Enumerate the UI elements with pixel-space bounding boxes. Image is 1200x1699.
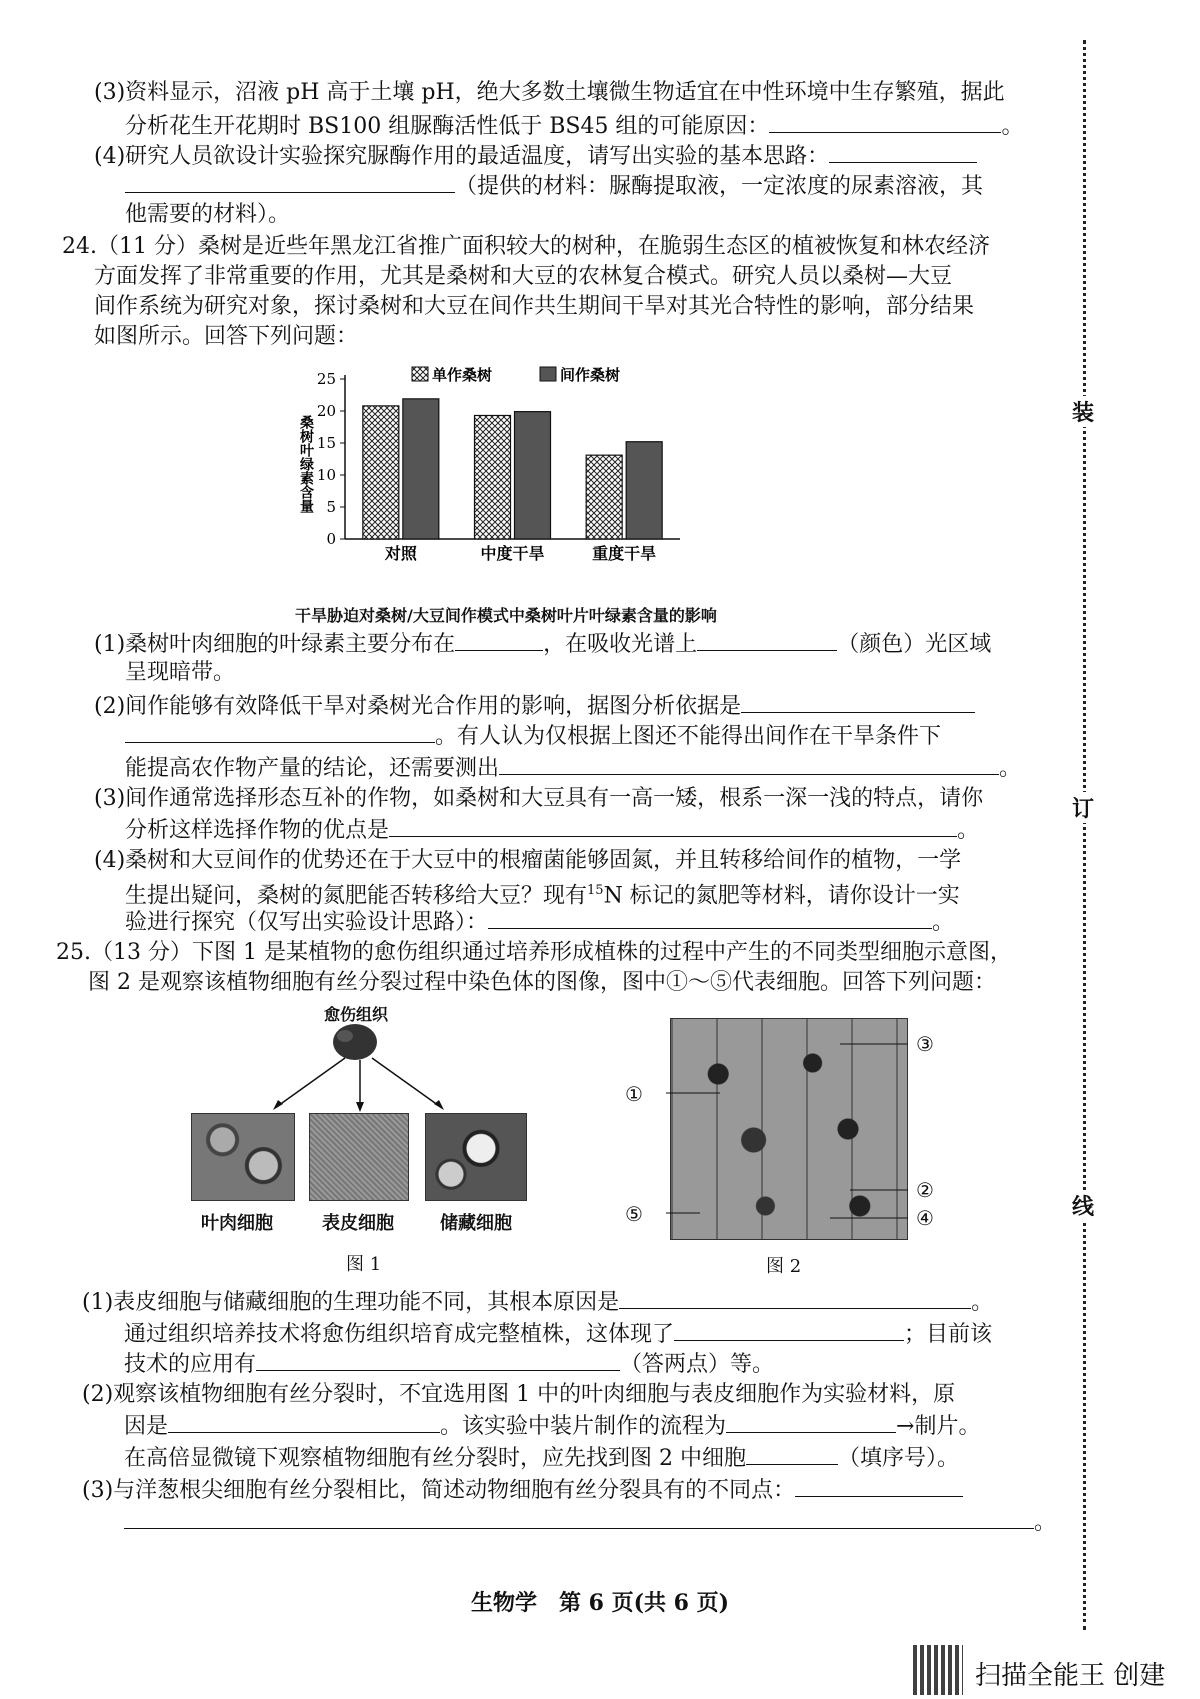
fig1-caption: 图 1 <box>346 1254 382 1275</box>
q23-p4-line2: （提供的材料：脲酶提取液，一定浓度的尿素溶液，其 <box>125 170 983 202</box>
y-tick-label: 10 <box>316 466 336 484</box>
q23-p4-line3: 他需要的材料）。 <box>125 202 291 227</box>
q25-p2-line2: 因是 。该实验中装片制作的流程为 →制片。 <box>124 1410 980 1442</box>
storage-cell-image <box>425 1113 527 1201</box>
legend-swatch <box>412 367 428 381</box>
fig2-marker-3: ③ <box>916 1032 934 1056</box>
q24-intro-line1: 24.（11 分）桑树是近些年黑龙江省推广面积较大的树种，在脆弱生态区的植被恢复和林农经济 <box>62 234 990 259</box>
q24-p2-line1: (2)间作能够有效降低干旱对桑树光合作用的影响，据图分析依据是 <box>94 690 975 722</box>
chart-caption: 干旱胁迫对桑树/大豆间作模式中桑树叶片叶绿素含量的影响 <box>295 606 717 625</box>
fig1-callus-label: 愈伤组织 <box>324 1005 389 1024</box>
bar-inter-1 <box>515 412 551 539</box>
y-axis-label: 桑树叶绿素含量 <box>298 415 314 513</box>
q24-p2-line2: 。有人认为仅根据上图还不能得出间作在干旱条件下 <box>125 720 941 752</box>
bar-mono-1 <box>475 415 511 539</box>
q25-p1-line3: 技术的应用有 （答两点）等。 <box>124 1348 774 1380</box>
binding-mark-1: 装 <box>1072 396 1094 427</box>
binding-mark-2: 订 <box>1072 792 1094 823</box>
q24-p3-line2: 分析这样选择作物的优点是 。 <box>125 814 979 846</box>
scanner-watermark: 扫描全能王 创建 <box>975 1661 1166 1691</box>
q25-p3-line1: (3)与洋葱根尖细胞有丝分裂相比，简述动物细胞有丝分裂具有的不同点： <box>82 1474 963 1506</box>
q24-p2-line3: 能提高农作物产量的结论，还需要测出 。 <box>125 752 1021 784</box>
qr-code-icon <box>913 1645 963 1695</box>
bar-inter-2 <box>626 442 662 539</box>
q24-intro-line2: 方面发挥了非常重要的作用，尤其是桑树和大豆的农林复合模式。研究人员以桑树—大豆 <box>94 264 953 289</box>
fig2-marker-1: ① <box>625 1082 643 1106</box>
binding-dotted-line <box>1083 40 1086 1630</box>
y-tick-label: 15 <box>316 434 336 452</box>
legend-label: 间作桑树 <box>560 366 621 384</box>
q25-p1-line2: 通过组织培养技术将愈伤组织培育成完整植株，这体现了 ；目前该 <box>124 1318 992 1350</box>
chlorophyll-bar-chart <box>300 355 760 590</box>
bar-inter-0 <box>403 399 439 539</box>
fig2-marker-2: ② <box>916 1178 934 1202</box>
q23-p4-line1: (4)研究人员欲设计实验探究脲酶作用的最适温度，请写出实验的基本思路： <box>94 140 977 172</box>
q25-p1-line1: (1)表皮细胞与储藏细胞的生理功能不同，其根本原因是 。 <box>82 1286 993 1318</box>
legend-swatch <box>540 367 556 381</box>
q24-p1-line1: (1)桑树叶肉细胞的叶绿素主要分布在 ，在吸收光谱上 （颜色）光区域 <box>94 628 991 660</box>
q24-p1-line2: 呈现暗带。 <box>125 660 236 685</box>
fig2-marker-lines <box>640 1018 940 1248</box>
callus-tissue-icon <box>333 1024 377 1060</box>
binding-mark-3: 线 <box>1072 1190 1094 1221</box>
q24-p4-line2: 生提出疑问，桑树的氮肥能否转移给大豆？现有$^{15}$N 标记的氮肥等材料，请你设计一实 <box>125 883 960 909</box>
q25-p3-line2: 。 <box>124 1506 1056 1538</box>
q25-intro-line1: 25.（13 分）下图 1 是某植物的愈伤组织通过培养形成植株的过程中产生的不同类型细胞示意图， <box>56 940 1012 965</box>
q24-intro-line4: 如图所示。回答下列问题： <box>94 324 359 349</box>
y-tick-label: 25 <box>316 370 336 388</box>
legend-label: 单作桑树 <box>432 366 493 384</box>
q24-p4-line3: 验进行探究（仅写出实验设计思路）： 。 <box>125 906 954 938</box>
q25-intro-line2: 图 2 是观察该植物细胞有丝分裂过程中染色体的图像，图中①～⑤代表细胞。回答下列问题： <box>88 970 996 995</box>
fig2-caption: 图 2 <box>766 1256 802 1277</box>
q24-p3-line1: (3)间作通常选择形态互补的作物，如桑树和大豆具有一高一矮，根系一深一浅的特点，请你 <box>94 786 984 811</box>
fig1-cell-label-3: 储藏细胞 <box>440 1213 512 1234</box>
fig2-marker-5: ⑤ <box>625 1202 643 1226</box>
fig2-marker-4: ④ <box>916 1206 934 1230</box>
x-category-label: 中度干旱 <box>480 544 545 563</box>
y-tick-label: 0 <box>326 530 336 548</box>
y-tick-label: 5 <box>326 498 336 516</box>
q23-p3-line1: (3)资料显示，沼液 pH 高于土壤 pH，绝大多数土壤微生物适宜在中性环境中生存繁殖，据此 <box>94 80 1005 105</box>
page-footer: 生物学 第 6 页(共 6 页) <box>470 1590 730 1616</box>
mesophyll-cell-image <box>191 1113 295 1201</box>
fig1-cell-label-1: 叶肉细胞 <box>201 1213 273 1234</box>
bar-mono-2 <box>586 455 622 539</box>
epidermal-cell-image <box>309 1113 409 1201</box>
fig1-cell-label-2: 表皮细胞 <box>322 1213 394 1234</box>
x-category-label: 对照 <box>384 544 417 563</box>
q24-intro-line3: 间作系统为研究对象，探讨桑树和大豆在间作共生期间干旱对其光合特性的影响，部分结果 <box>94 294 975 319</box>
bar-mono-0 <box>363 406 399 539</box>
q23-p3-line2: 分析花生开花期时 BS100 组脲酶活性低于 BS45 组的可能原因： 。 <box>125 110 1023 142</box>
x-category-label: 重度干旱 <box>592 544 657 563</box>
q24-p4-line1: (4)桑树和大豆间作的优势还在于大豆中的根瘤菌能够固氮，并且转移给间作的植物，一学 <box>94 848 962 873</box>
y-tick-label: 20 <box>316 402 336 420</box>
q25-p2-line3: 在高倍显微镜下观察植物细胞有丝分裂时，应先找到图 2 中细胞 （填序号）。 <box>124 1442 959 1474</box>
q25-p2-line1: (2)观察该植物细胞有丝分裂时，不宜选用图 1 中的叶肉细胞与表皮细胞作为实验材料，原 <box>82 1382 956 1407</box>
